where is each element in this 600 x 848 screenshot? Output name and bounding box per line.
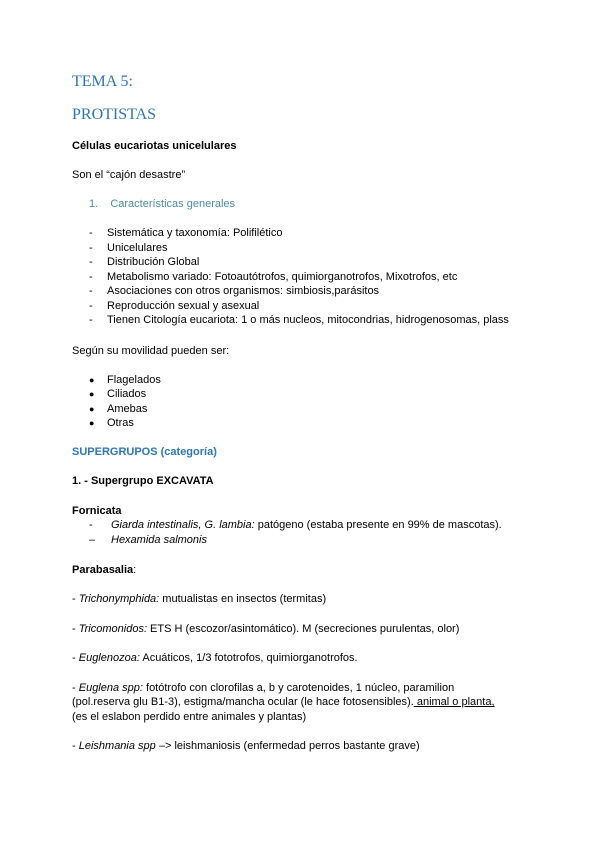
taxon-name: Trichonymphida: [78,593,160,605]
entry-euglena-line-1 [72,681,454,695]
section-1-label: Características generales [110,198,236,210]
entry-prefix: - [72,623,79,635]
taxon-description: patógeno (estaba presente en 99% de mascotas). [254,519,502,531]
fornicata-heading: Fornicata [72,505,122,517]
bullet-icon: ● [89,375,95,385]
entry-euglena-line-3 [72,710,306,724]
taxon-name: Euglena spp: [78,682,143,694]
entry-euglenozoa [72,651,358,665]
list-item-text: Flagelados [107,374,161,386]
bullet-icon: ● [89,418,95,428]
entry-euglena-line-2 [72,695,495,709]
supergroup-1-number: 1. [72,475,82,487]
supergroup-1-label: - Supergrupo EXCAVATA [81,475,214,487]
dash-marker: - [89,227,93,239]
dash-marker: - [89,271,93,283]
list-item-text: Reproducción sexual y asexual [107,300,260,312]
taxon-description: Acuáticos, 1/3 fototrofos, quimiorganotrofos. [139,652,358,664]
taxon-description: –> leishmaniosis (enfermedad perros bastante grave) [155,740,420,752]
list-item-text [111,533,207,547]
dash-marker: – [89,534,96,546]
list-item-text: Sistemática y taxonomía: Polifilético [107,227,283,239]
parabasalia-colon: : [133,564,137,576]
list-item-text [111,518,502,532]
taxon-name: Hexamida salmonis [111,534,207,546]
list-item-text: Unicelulares [107,242,168,254]
taxon-name: Euglenozoa: [78,652,140,664]
dash-marker: - [89,314,93,326]
bullet-icon: ● [89,389,95,399]
intro-text: Son el “cajón desastre” [72,169,186,181]
parabasalia-label: Parabasalia [72,564,134,576]
parabasalia-heading [72,563,136,577]
taxon-description: (es el eslabon perdido entre animales y plantas) [72,711,307,723]
list-item-text: Asociaciones con otros organismos: simbiosis,parásitos [107,285,380,297]
entry-leishmania [72,739,420,753]
taxon-name: Giarda intestinalis, G. lambia: [111,519,255,531]
underlined-text: animal o planta, [413,696,495,708]
list-item-text: Ciliados [107,388,147,400]
entry-prefix: - [72,593,79,605]
taxon-name: Leishmania spp [78,740,156,752]
section-1-heading [89,197,235,211]
taxon-description: (pol.reserva glu B1-3), estigma/mancha ocular (le hace fotosensibles). [72,696,414,708]
taxon-description: fotótrofo con clorofilas a, b y carotenoides, 1 núcleo, paramilion [142,682,455,694]
supergroup-1-heading [72,474,214,488]
mobility-intro: Según su movilidad pueden ser: [72,345,230,357]
taxon-description: ETS H (escozor/asintomático). M (secreciones purulentas, olor) [147,623,460,635]
taxon-description: mutualistas en insectos (termitas) [159,593,327,605]
list-item-text: Otras [107,417,134,429]
title-tema: TEMA 5: [72,73,133,90]
subtitle: Células eucariotas unicelulares [72,140,237,152]
dash-marker: - [89,256,93,268]
title-protistas: PROTISTAS [72,106,157,123]
list-item-text: Metabolismo variado: Fotoautótrofos, quimiorganotrofos, Mixotrofos, etc [107,271,458,283]
entry-prefix: - [72,652,79,664]
dash-marker: - [89,242,93,254]
entry-tricomonidos [72,622,459,636]
section-1-number: 1. [89,198,99,210]
list-item-text: Amebas [107,403,148,415]
list-item-text: Distribución Global [107,256,200,268]
entry-trichonymphida [72,592,326,606]
dash-marker: - [89,285,93,297]
entry-prefix: - [72,740,79,752]
entry-prefix: - [72,682,79,694]
list-item-text: Tienen Citología eucariota: 1 o más nucleos, mitocondrias, hidrogenosomas, plass [107,314,509,326]
dash-marker: - [89,300,93,312]
dash-marker: - [89,519,93,531]
supergroups-heading: SUPERGRUPOS (categoría) [72,446,217,458]
bullet-icon: ● [89,404,95,414]
taxon-name: Tricomonidos: [78,623,147,635]
